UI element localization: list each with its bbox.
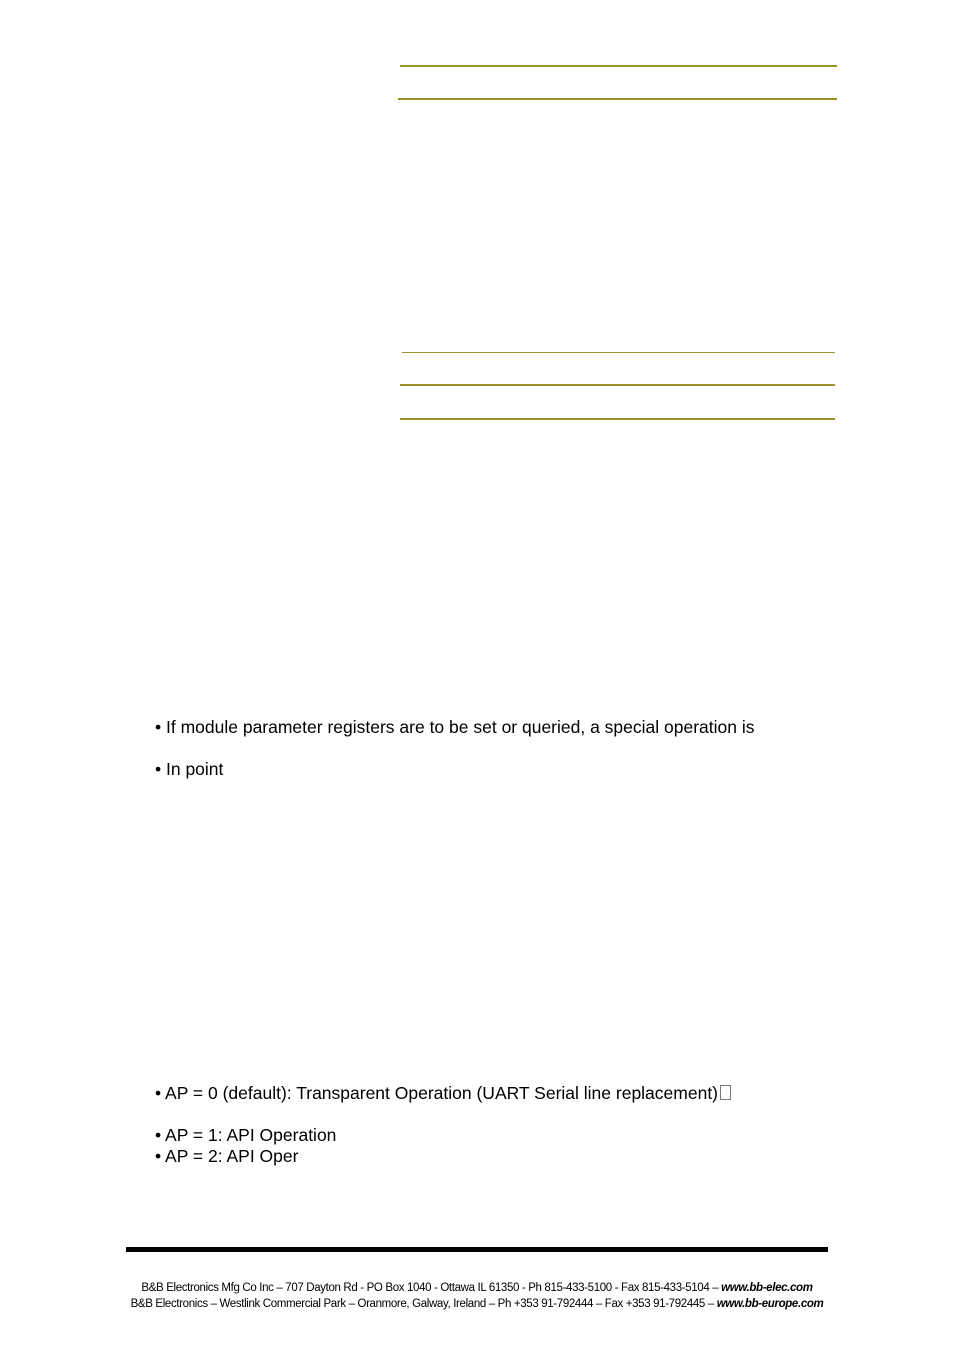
ap-0-text: • AP = 0 (default): Transparent Operation (UART Serial line replacement) bbox=[155, 1083, 719, 1103]
footer-us-url[interactable]: www.bb-elec.com bbox=[721, 1282, 813, 1294]
footer-eu-url[interactable]: www.bb-europe.com bbox=[716, 1298, 824, 1310]
footer-eu-address bbox=[0, 1297, 954, 1311]
table-rule-mid-3 bbox=[400, 418, 835, 420]
missing-glyph-box bbox=[720, 1085, 731, 1100]
table-rule-mid-1 bbox=[402, 352, 835, 353]
bullet-line-ap-2: • AP = 2: API Oper bbox=[155, 1146, 299, 1166]
table-rule-mid-2 bbox=[400, 384, 835, 386]
table-rule-top-1 bbox=[400, 65, 837, 67]
bullet-line-ap-1: • AP = 1: API Operation bbox=[155, 1125, 337, 1145]
bullet-line-parameter-registers: • If module parameter registers are to be set or queried, a special operation is bbox=[155, 717, 755, 737]
table-rule-top-2 bbox=[398, 98, 837, 100]
footer-divider-bar bbox=[126, 1247, 828, 1252]
bullet-line-in-point: • In point bbox=[155, 759, 224, 779]
bullet-line-ap-0 bbox=[155, 1083, 731, 1103]
footer-us-text: B&B Electronics Mfg Co Inc – 707 Dayton Rd - PO Box 1040 - Ottawa IL 61350 - Ph 815-433-5100 - Fax 815-433-5104 – bbox=[141, 1282, 722, 1294]
footer-eu-text: B&B Electronics – Westlink Commercial Park – Oranmore, Galway, Ireland – Ph +353 91-792444 – Fax +353 91-792445 – bbox=[130, 1298, 717, 1310]
footer-us-address bbox=[0, 1281, 954, 1295]
